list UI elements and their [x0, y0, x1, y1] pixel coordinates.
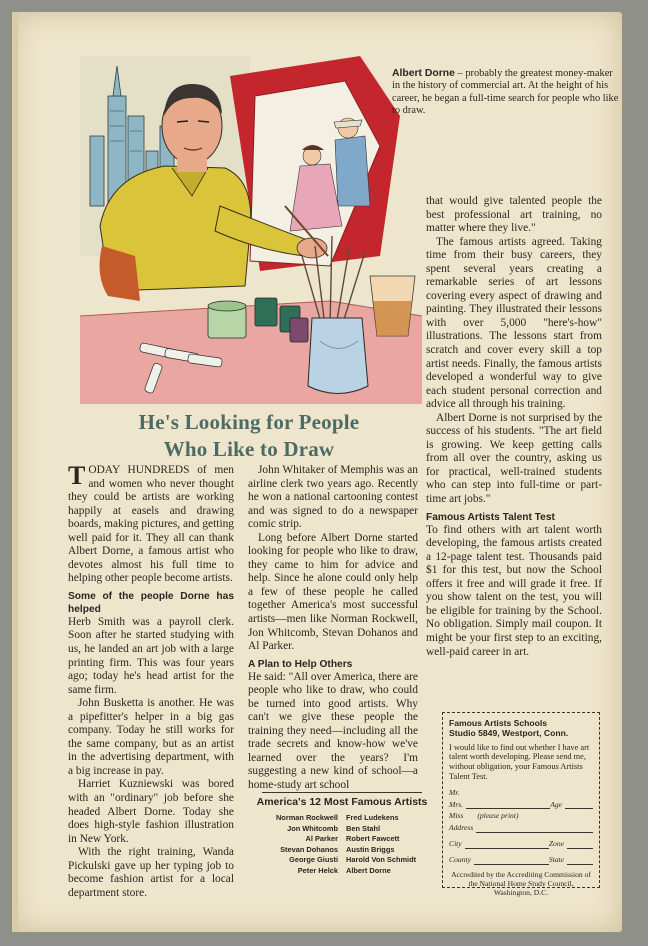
column-3-paragraph-3: Albert Dorne is not surprised by the success of his students. "The art field is growing. We keep getting calls from all over the country, asking us for practical, well-trained students who can step into full-time or part-time art jobs.": [426, 411, 602, 506]
column-3-paragraph-4: To find others with art talent worth developing, the famous artists created a 12-page talent test. Thousands paid $1 for this test, but now the School offers it free and will grade it free. If you show talent on the test, you will be eligible for training by the School. No obligation. Simply mail coupon. It might be your first step to an exciting, well-paid career in art.: [426, 523, 602, 658]
coupon-age-label: Age: [550, 799, 562, 809]
artist-name: George Giusti: [289, 855, 338, 865]
artist-name: Ben Stahl: [346, 823, 381, 833]
section-heading-talent-test: Famous Artists Talent Test: [426, 511, 555, 523]
column-1-paragraph-3: John Busketta is another. He was a pipefitter's helper in a big gas company. Today he still works for the same company, but as an artist in the advertising department, with a big increase in pay.: [68, 697, 234, 777]
coupon-mrs-label: Mrs.: [449, 799, 464, 809]
coupon-accreditation: Accredited by the Accrediting Commission of the National Home Study Council, Washington, D.C.: [451, 869, 591, 897]
coupon-zone-label: Zone: [548, 838, 564, 848]
mail-coupon[interactable]: [442, 712, 600, 897]
coupon-city-field[interactable]: [465, 840, 549, 849]
magazine-page: [12, 12, 622, 932]
artist-name: Robert Fawcett: [346, 834, 400, 844]
caption-name: Albert Dorne: [392, 68, 455, 79]
coupon-name-field[interactable]: [466, 800, 550, 809]
artist-name: Stevan Dohanos: [280, 844, 338, 854]
coupon-address-label: Address: [449, 823, 474, 833]
coupon-city-line[interactable]: [449, 839, 593, 849]
headline-line-1: He's Looking for People: [138, 410, 360, 434]
artist-name: Peter Helck: [297, 865, 338, 875]
column-1-intro: ODAY HUNDREDS of men and women who never thought they could be artists are working happily at easels and drawing boards, making pictures, and getting well paid for it. They all can thank Albert Dorne, a famous artist who devotes almost his full time to helping other people become artists.: [68, 464, 234, 585]
divider: [262, 792, 422, 793]
coupon-miss-label: Miss: [449, 811, 464, 821]
artist-name: Albert Dorne: [346, 865, 391, 875]
illustration-caption: [392, 68, 622, 117]
caption-text: – probably the greatest money-maker in the history of commercial art. At the height of his career, he began a full-time search for people who like to draw.: [392, 68, 619, 116]
coupon-mr-line: [449, 788, 593, 798]
column-1-paragraph-2: Herb Smith was a payroll clerk. Soon after he started studying with us, he landed an art job with a large printing firm. This was four years ago; today he's head artist for the same firm.: [68, 615, 234, 696]
artist-name: Norman Rockwell: [275, 813, 338, 822]
coupon-zone-field[interactable]: [567, 840, 593, 849]
column-2: [248, 464, 418, 793]
column-1: [68, 461, 234, 900]
albert-dorne-illustration: [80, 56, 422, 404]
coupon-address-field[interactable]: [476, 824, 593, 833]
famous-artists-title: America's 12 Most Famous Artists: [256, 796, 428, 808]
coupon-studio-address: Studio 5849, Westport, Conn.: [449, 727, 569, 738]
famous-artists-list: [254, 792, 430, 877]
column-2-paragraph-2: Long before Albert Dorne started looking for people who like to draw, they came to him for advice and help. Since he alone could only help a few of these people he called together America's most successful artists—men like Norman Rockwell, Jon Whitcomb, Stevan Dohanos and Al Parker.: [248, 531, 418, 653]
coupon-address-line[interactable]: [449, 823, 593, 833]
column-1-paragraph-5: With the right training, Wanda Pickulski gave up her typing job to become fashion artist for a local department store.: [68, 846, 234, 899]
coupon-age-field[interactable]: [565, 800, 593, 809]
coupon-mrs-line[interactable]: [449, 800, 593, 810]
section-heading-dorne-helped: Some of the people Dorne has helped: [68, 590, 234, 615]
artist-name: Al Parker: [305, 834, 338, 844]
column-3: [426, 195, 602, 659]
column-3-paragraph-1: that would give talented people the best professional art training, no matter where they live.": [426, 195, 602, 235]
coupon-school-name: Famous Artists Schools: [449, 718, 548, 728]
artist-name: Harold Von Schmidt: [346, 855, 417, 865]
artist-name: Fred Ludekens: [346, 813, 399, 822]
coupon-body: I would like to find out whether I have art talent worth developing. Please send me, without obligation, your Famous Artists Talent Test.: [449, 742, 590, 781]
drop-cap: T: [68, 461, 86, 490]
artist-name: Austin Briggs: [346, 844, 395, 854]
artists-names-grid: [254, 813, 430, 877]
column-1-paragraph: [68, 461, 234, 586]
coupon-mr-label: Mr.: [449, 787, 460, 797]
coupon-state-field[interactable]: [567, 856, 593, 865]
coupon-please-print: (please print): [477, 811, 519, 821]
column-2-paragraph-1: John Whitaker of Memphis was an airline clerk two years ago. Recently he won a national cartooning contest and was signed to do a newspaper comic strip.: [248, 464, 418, 531]
coupon-county-field[interactable]: [474, 856, 549, 865]
column-3-paragraph-2: The famous artists agreed. Taking time from their busy careers, they spent several years creating a remarkable series of art lessons covering every aspect of drawing and painting. They illustrated their lessons with over 5,000 "here's-how" illustrations. The lessons start from scratch and cover every skill a top artist needs. Finally, the famous artists developed a wonderful way to give each student personal correction and advice all through his training.: [426, 235, 602, 411]
coupon-state-label: State: [548, 854, 564, 864]
section-heading-plan: A Plan to Help Others: [248, 658, 353, 670]
coupon-county-line[interactable]: [449, 855, 593, 865]
coupon-county-label: County: [449, 854, 471, 864]
page-headline: [72, 409, 426, 463]
column-1-paragraph-4: Harriet Kuzniewski was bored with an "ordinary" job before she headed Albert Dorne. Today she does high-style fashion illustration in New York.: [68, 778, 234, 845]
artist-name: Jon Whitcomb: [287, 823, 338, 833]
coupon-miss-line: [449, 811, 593, 821]
headline-line-2: Who Like to Draw: [163, 437, 335, 461]
column-2-paragraph-3: He said: "All over America, there are people who like to draw, who could be turned into good artists. Why can't we give these people the training they need—including all the trade secrets and know-how we've learned over the years? I'm suggesting a new kind of school—a home-study art school: [248, 670, 418, 792]
coupon-city-label: City: [449, 838, 462, 848]
